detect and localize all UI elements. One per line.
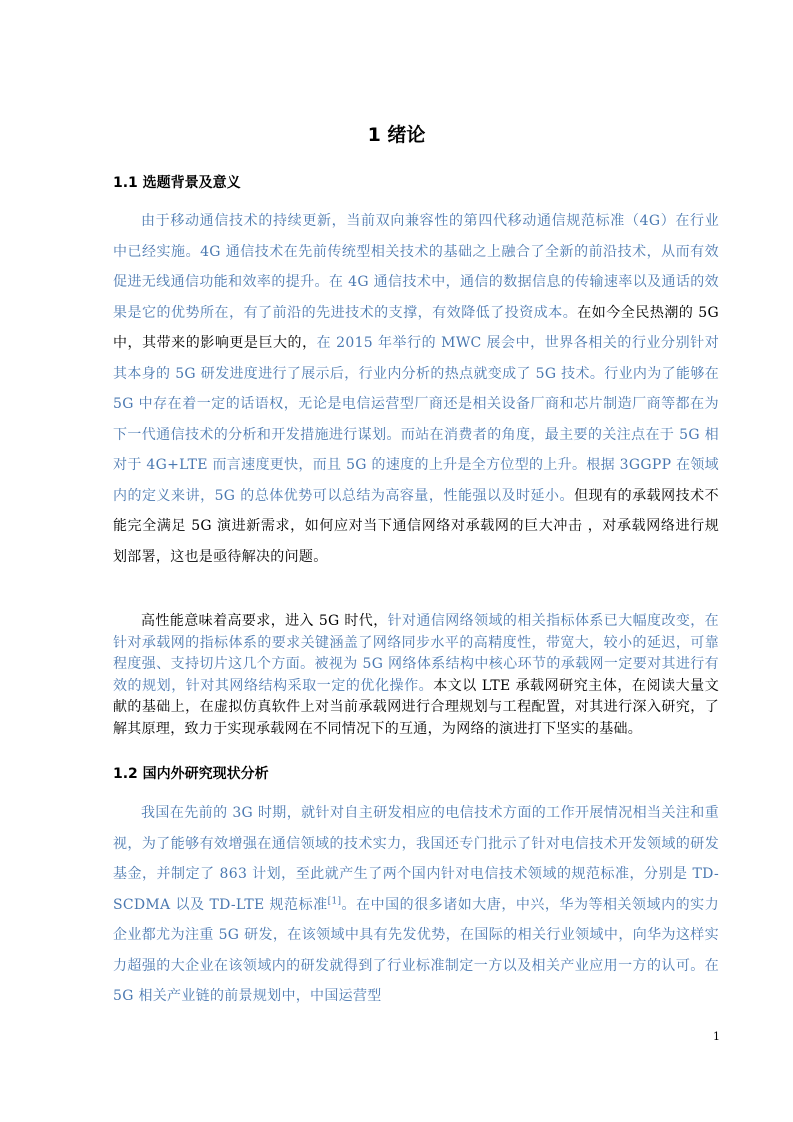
chapter-title: 1 绪论 <box>367 124 426 146</box>
citation-marker: [1] <box>327 895 342 906</box>
section-heading-1-1: 1.1 选题背景及意义 <box>113 175 241 191</box>
highlighted-text: 在 2015 年举行的 MWC 展会中，世界各相关的行业分别针对其本身的 5G 研发进度进行了展示后，行业内分析的热点就变成了 5G 技术。行业内为了能够在 5G 中存在着一定的话语权，无论是电信运营型厂商还是相关设备厂商和芯片制造厂商等都在为下一代通信技术的分析和开发措施进行谋划。而站在消费者的角度，最主要的关注点在于 5G 相对于 4G+LTE 而言速度更快，而且 5G 的速度的上升是全方位型的上升。根据 3GGPP 在领域内的定义来讲，5G 的总体优势可以总结为高容量，性能强以及时延小。 <box>113 335 719 504</box>
highlighted-text: 我国在先前的 3G 时期，就针对自主研发相应的电信技术方面的工作开展情况相当关注和重视，为了能够有效增强在通信领域的技术实力，我国还专门批示了针对电信技术开发领域的研发基金，并制定了 863 计划，至此就产生了两个国内针对电信技术领域的规范标准，分别是 TD-SCDMA 以及 TD-LTE 规范标准 <box>113 805 719 913</box>
highlighted-text: 针对通信网络领域的相关指标体系已大幅度改变，在针对承载网的指标体系的要求关键涵盖了网络同步水平的高精度性，带宽大，较小的延迟，可靠程度强、支持切片这几个方面。被视为 5G 网络体系结构中核心环节的承载网一定要对其进行有效的规划，针对其网络结构采取一定的优化操作。 <box>113 613 719 694</box>
paragraph-background <box>113 206 719 572</box>
body-text: 但现有的承载网技术不能完全满足 5G 演进新需求，如何应对当下通信网络对承载网的巨大冲击 ，对承载网络进行规划部署，这也是亟待解决的问题。 <box>113 487 719 565</box>
paragraph-research-status <box>113 798 719 1012</box>
body-text: 在如今全民热潮的 5G 中，其带来的影响更是巨大的， <box>113 304 719 351</box>
page-number: 1 <box>713 1030 720 1043</box>
highlighted-text: 。在中国的很多诸如大唐，中兴，华为等相关领域内的实力企业都尤为注重 5G 研发，在该领域中具有先发优势，在国际的相关行业领域中，向华为这样实力超强的大企业在该领域内的研发就得到了行业标准制定一方以及相关产业应用一方的认可。在 5G 相关产业链的前景规划中，中国运营型 <box>113 896 719 1004</box>
body-text: 本文以 LTE 承载网研究主体，在阅读大量文献的基础上，在虚拟仿真软件上对当前承载网进行合理规划与工程配置，对其进行深入研究，了解其原理，致力于实现承载网在不同情况下的互通，为网络的演进打下坚实的基础。 <box>113 677 719 737</box>
section-heading-1-2: 1.2 国内外研究现状分析 <box>113 766 269 782</box>
highlighted-text: 由于移动通信技术的持续更新，当前双向兼容性的第四代移动通信规范标准（4G）在行业中已经实施。4G 通信技术在先前传统型相关技术的基础之上融合了全新的前沿技术，从而有效促进无线通信功能和效率的提升。在 4G 通信技术中，通信的数据信息的传输速率以及通话的效果是它的优势所在，有了前沿的先进技术的支撑，有效降低了投资成本。 <box>113 213 719 321</box>
body-text: 高性能意味着高要求，进入 5G 时代， <box>141 613 388 629</box>
paragraph-significance <box>113 611 719 740</box>
